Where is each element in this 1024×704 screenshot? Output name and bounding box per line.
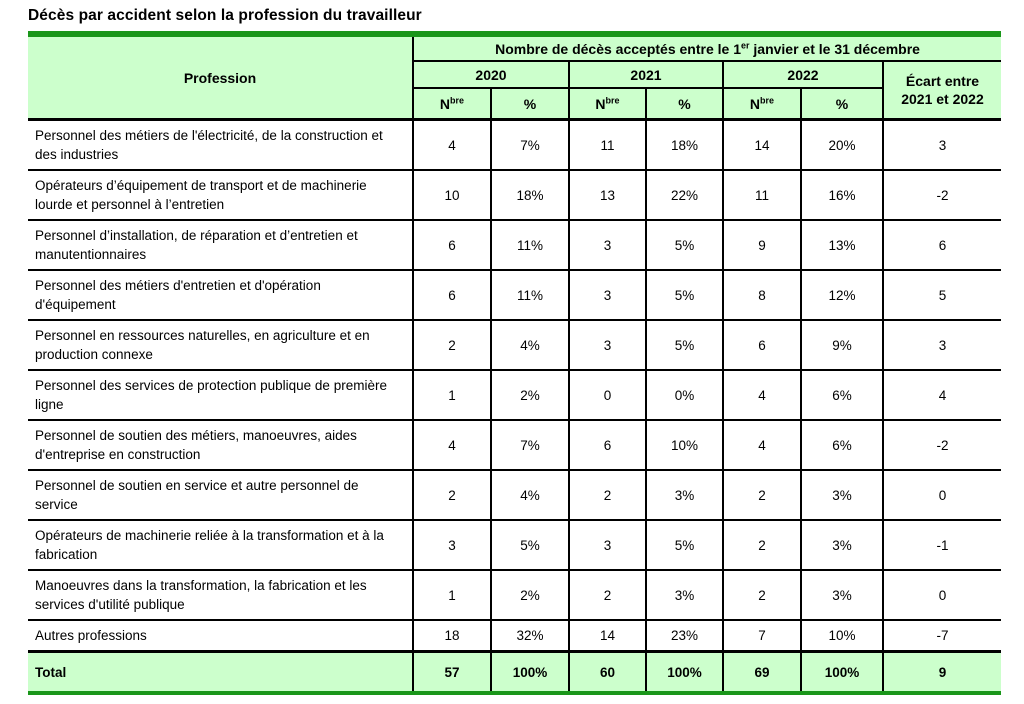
n2020-cell: 6 bbox=[413, 220, 491, 270]
n2022-cell: 11 bbox=[723, 170, 801, 220]
n2021-cell: 11 bbox=[569, 120, 646, 171]
nbre-superscript: bre bbox=[605, 94, 620, 105]
p2021-cell: 5% bbox=[646, 520, 723, 570]
n2020-cell: 3 bbox=[413, 520, 491, 570]
n2021-cell: 3 bbox=[569, 320, 646, 370]
p2022-cell: 3% bbox=[801, 470, 883, 520]
ecart-cell: -1 bbox=[883, 520, 1001, 570]
p2022-cell: 6% bbox=[801, 420, 883, 470]
p2020-cell: 18% bbox=[491, 170, 569, 220]
table-row bbox=[28, 370, 1001, 420]
table-row bbox=[28, 570, 1001, 620]
p2022-cell: 3% bbox=[801, 520, 883, 570]
p2022-cell: 10% bbox=[801, 620, 883, 652]
pct-header-2022: % bbox=[801, 88, 883, 120]
ecart-header-line2: 2021 et 2022 bbox=[901, 91, 984, 107]
ecart-cell: -7 bbox=[883, 620, 1001, 652]
p2022-cell: 3% bbox=[801, 570, 883, 620]
p2021-cell: 10% bbox=[646, 420, 723, 470]
total-n2022-cell: 69 bbox=[723, 652, 801, 694]
span-header-text-post: janvier et le 31 décembre bbox=[749, 40, 920, 57]
n2020-cell: 2 bbox=[413, 470, 491, 520]
ecart-column-header bbox=[883, 61, 1001, 120]
p2021-cell: 3% bbox=[646, 570, 723, 620]
profession-cell: Personnel des services de protection publique de première ligne bbox=[28, 370, 413, 420]
profession-cell: Personnel de soutien des métiers, manoeuvres, aides d'entreprise en construction bbox=[28, 420, 413, 470]
p2020-cell: 7% bbox=[491, 420, 569, 470]
nbre-base: N bbox=[749, 95, 761, 112]
p2020-cell: 2% bbox=[491, 570, 569, 620]
n2022-cell: 9 bbox=[723, 220, 801, 270]
p2022-cell: 12% bbox=[801, 270, 883, 320]
profession-cell: Personnel de soutien en service et autre personnel de service bbox=[28, 470, 413, 520]
nbre-base: N bbox=[595, 95, 606, 112]
n2021-cell: 6 bbox=[569, 420, 646, 470]
deaths-by-profession-table bbox=[28, 31, 1001, 695]
profession-cell: Opérateurs d’équipement de transport et de machinerie lourde et personnel à l’entretien bbox=[28, 170, 413, 220]
n2021-cell: 3 bbox=[569, 270, 646, 320]
p2020-cell: 5% bbox=[491, 520, 569, 570]
n2021-cell: 0 bbox=[569, 370, 646, 420]
span-header-text-pre: Nombre de décès acceptés entre le 1 bbox=[495, 40, 741, 57]
nbre-header-2020 bbox=[413, 88, 491, 120]
year-header-2020: 2020 bbox=[413, 61, 569, 88]
ecart-cell: 4 bbox=[883, 370, 1001, 420]
n2021-cell: 3 bbox=[569, 520, 646, 570]
n2022-cell: 2 bbox=[723, 570, 801, 620]
n2022-cell: 4 bbox=[723, 370, 801, 420]
accepted-deaths-span-header bbox=[413, 34, 1001, 61]
table-header bbox=[28, 34, 1001, 120]
total-label: Total bbox=[28, 652, 413, 694]
table-body bbox=[28, 120, 1001, 652]
n2020-cell: 2 bbox=[413, 320, 491, 370]
table-row bbox=[28, 620, 1001, 652]
table-row bbox=[28, 120, 1001, 171]
p2021-cell: 5% bbox=[646, 320, 723, 370]
table-row bbox=[28, 320, 1001, 370]
n2022-cell: 14 bbox=[723, 120, 801, 171]
p2021-cell: 5% bbox=[646, 270, 723, 320]
n2021-cell: 13 bbox=[569, 170, 646, 220]
ecart-cell: 3 bbox=[883, 320, 1001, 370]
p2022-cell: 6% bbox=[801, 370, 883, 420]
p2022-cell: 20% bbox=[801, 120, 883, 171]
profession-cell: Personnel d’installation, de réparation et d’entretien et manutentionnaires bbox=[28, 220, 413, 270]
table-footer bbox=[28, 652, 1001, 694]
year-header-2022: 2022 bbox=[723, 61, 883, 88]
p2021-cell: 18% bbox=[646, 120, 723, 171]
p2021-cell: 5% bbox=[646, 220, 723, 270]
p2020-cell: 4% bbox=[491, 320, 569, 370]
pct-header-2021: % bbox=[646, 88, 723, 120]
n2021-cell: 2 bbox=[569, 570, 646, 620]
profession-cell: Autres professions bbox=[28, 620, 413, 652]
n2020-cell: 10 bbox=[413, 170, 491, 220]
p2021-cell: 22% bbox=[646, 170, 723, 220]
profession-column-header: Profession bbox=[28, 34, 413, 120]
p2020-cell: 4% bbox=[491, 470, 569, 520]
total-p2021-cell: 100% bbox=[646, 652, 723, 694]
n2020-cell: 18 bbox=[413, 620, 491, 652]
table-row bbox=[28, 220, 1001, 270]
nbre-base: N bbox=[439, 95, 451, 112]
n2022-cell: 4 bbox=[723, 420, 801, 470]
header-row-span bbox=[28, 34, 1001, 61]
ecart-cell: 0 bbox=[883, 570, 1001, 620]
n2021-cell: 14 bbox=[569, 620, 646, 652]
p2022-cell: 9% bbox=[801, 320, 883, 370]
n2022-cell: 2 bbox=[723, 470, 801, 520]
ecart-cell: 6 bbox=[883, 220, 1001, 270]
p2020-cell: 32% bbox=[491, 620, 569, 652]
nbre-superscript: bre bbox=[760, 94, 775, 105]
n2020-cell: 1 bbox=[413, 570, 491, 620]
pct-header-2020: % bbox=[491, 88, 569, 120]
table-row bbox=[28, 170, 1001, 220]
total-p2022-cell: 100% bbox=[801, 652, 883, 694]
table-row bbox=[28, 520, 1001, 570]
n2020-cell: 6 bbox=[413, 270, 491, 320]
n2022-cell: 8 bbox=[723, 270, 801, 320]
nbre-header-2021 bbox=[569, 88, 646, 120]
p2020-cell: 7% bbox=[491, 120, 569, 171]
p2021-cell: 23% bbox=[646, 620, 723, 652]
n2020-cell: 4 bbox=[413, 120, 491, 171]
profession-cell: Manoeuvres dans la transformation, la fabrication et les services d'utilité publique bbox=[28, 570, 413, 620]
n2020-cell: 1 bbox=[413, 370, 491, 420]
p2021-cell: 3% bbox=[646, 470, 723, 520]
year-header-2021: 2021 bbox=[569, 61, 723, 88]
ecart-cell: -2 bbox=[883, 420, 1001, 470]
ecart-header-line1: Écart entre bbox=[905, 73, 980, 89]
p2020-cell: 2% bbox=[491, 370, 569, 420]
total-n2020-cell: 57 bbox=[413, 652, 491, 694]
p2022-cell: 13% bbox=[801, 220, 883, 270]
total-p2020-cell: 100% bbox=[491, 652, 569, 694]
n2020-cell: 4 bbox=[413, 420, 491, 470]
nbre-header-2022 bbox=[723, 88, 801, 120]
p2022-cell: 16% bbox=[801, 170, 883, 220]
ecart-cell: 0 bbox=[883, 470, 1001, 520]
n2021-cell: 3 bbox=[569, 220, 646, 270]
ecart-cell: 3 bbox=[883, 120, 1001, 171]
nbre-superscript: bre bbox=[450, 94, 465, 105]
profession-cell: Opérateurs de machinerie reliée à la transformation et à la fabrication bbox=[28, 520, 413, 570]
n2022-cell: 2 bbox=[723, 520, 801, 570]
p2021-cell: 0% bbox=[646, 370, 723, 420]
total-n2021-cell: 60 bbox=[569, 652, 646, 694]
p2020-cell: 11% bbox=[491, 270, 569, 320]
profession-cell: Personnel en ressources naturelles, en agriculture et en production connexe bbox=[28, 320, 413, 370]
total-ecart-cell: 9 bbox=[883, 652, 1001, 694]
ecart-cell: 5 bbox=[883, 270, 1001, 320]
total-row bbox=[28, 652, 1001, 694]
ecart-cell: -2 bbox=[883, 170, 1001, 220]
profession-cell: Personnel des métiers de l'électricité, de la construction et des industries bbox=[28, 120, 413, 171]
n2022-cell: 7 bbox=[723, 620, 801, 652]
n2022-cell: 6 bbox=[723, 320, 801, 370]
p2020-cell: 11% bbox=[491, 220, 569, 270]
table-row bbox=[28, 470, 1001, 520]
page-title: Décès par accident selon la profession du travailleur bbox=[28, 7, 422, 24]
span-header-superscript: er bbox=[740, 39, 750, 50]
table-row bbox=[28, 270, 1001, 320]
n2021-cell: 2 bbox=[569, 470, 646, 520]
table-row bbox=[28, 420, 1001, 470]
profession-cell: Personnel des métiers d'entretien et d'opération d'équipement bbox=[28, 270, 413, 320]
